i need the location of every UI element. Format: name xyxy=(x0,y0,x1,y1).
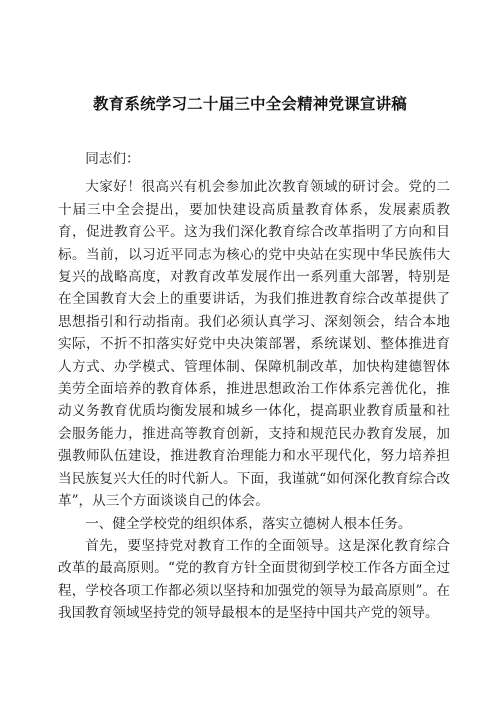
document-title: 教育系统学习二十届三中全会精神党课宣讲稿 xyxy=(92,95,407,113)
paragraph-intro: 大家好！很高兴有机会参加此次教育领域的研讨会。党的二十届三中全会提出，要加快建设高质量教育体系，发展素质教育，促进教育公平。这为我们深化教育综合改革指明了方向和目标。当前，以习近平同志为核心的党中央站在实现中华民族伟大复兴的战略高度，对教育改革发展作出一系列重大部署，特别是在全国教育大会上的重要讲话，为我们推进教育综合改革提供了思想指引和行动指南。我们必须认真学习、深刻领会，结合本地实际，不折不扣落实好党中央决策部署，系统谋划、整体推进育人方式、办学模式、管理体制、保障机制改革，加快构建德智体美劳全面培养的教育体系，推进思想政治工作体系完善优化，推动义务教育优质均衡发展和城乡一体化，提高职业教育质量和社会服务能力，推进高等教育创新，支持和规范民办教育发展，加强教师队伍建设，推进教育治理能力和水平现代化，努力培养担当民族复兴大任的时代新人。下面，我谨就“如何深化教育综合改革”，从三个方面谈谈自己的体会。 xyxy=(58,179,450,510)
section-heading-1: 一、健全学校党的组织体系，落实立德树人根本任务。 xyxy=(85,515,412,532)
document-body xyxy=(58,148,450,625)
paragraph-first-point: 首先，要坚持党对教育工作的全面领导。这是深化教育综合改革的最高原则。“党的教育方针全面贯彻到学校工作各方面全过程，学校各项工作都必须以坚持和加强党的领导为最高原则”。在我国教育领域坚持党的领导最根本的是坚持中国共产党的领导。 xyxy=(58,537,450,622)
salutation: 同志们： xyxy=(85,151,140,167)
